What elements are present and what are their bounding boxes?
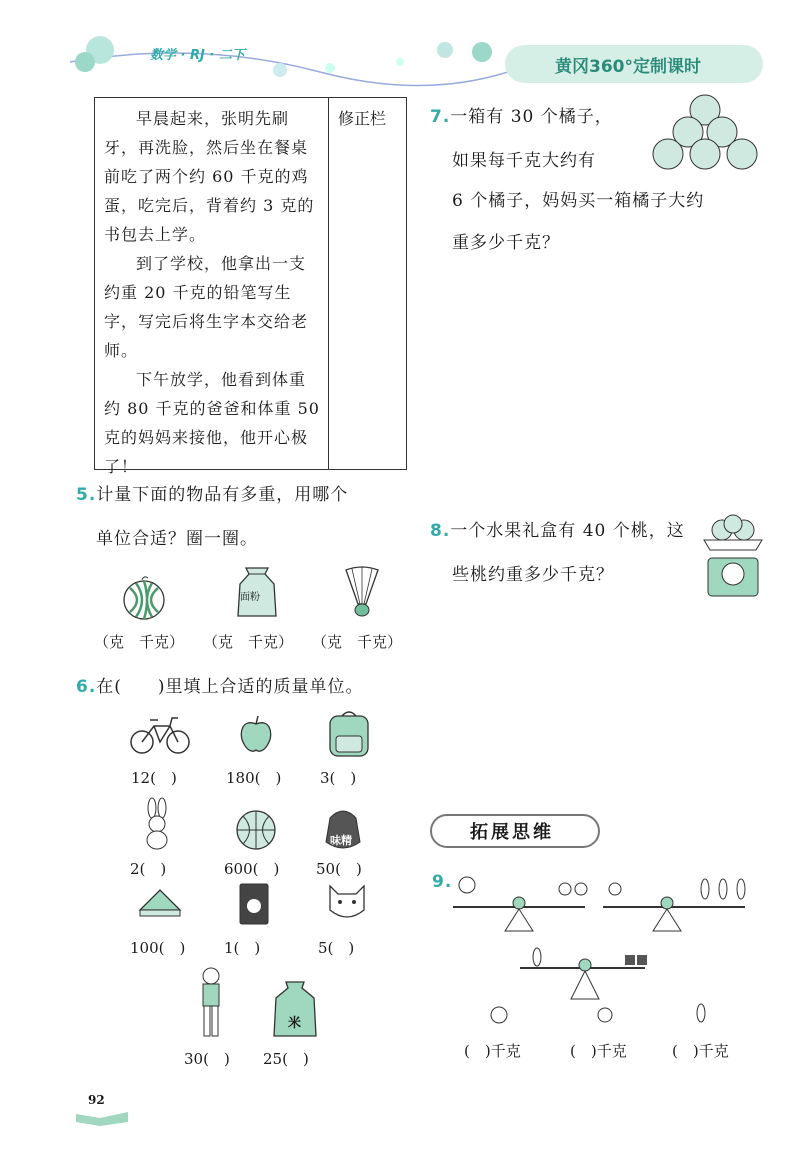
- q6-blank[interactable]: 100( ): [130, 939, 186, 957]
- q6-blank[interactable]: 600( ): [224, 860, 280, 878]
- extension-title: 拓展思维: [470, 822, 554, 843]
- q9-num: 9.: [432, 872, 453, 892]
- q6-blank[interactable]: 30( ): [184, 1050, 230, 1068]
- header-subject: 数学 · RJ · 二下: [150, 48, 245, 63]
- flour-bag-label: 面粉: [240, 592, 260, 603]
- story-text: [104, 104, 322, 481]
- shuttlecock-icon: [342, 564, 382, 618]
- rice-bag-icon: [270, 978, 320, 1042]
- scale-icon: [700, 514, 766, 600]
- story-paragraph: 下午放学，他看到体重约 80 千克的爸爸和体重 50 克的妈妈来接他，他开心极了！: [104, 370, 320, 476]
- q6-blank[interactable]: 50( ): [316, 860, 362, 878]
- q8-line2: 些桃约重多少千克？: [452, 565, 614, 585]
- q5-choice[interactable]: （克 千克）: [94, 633, 185, 651]
- q7-number: 7.: [430, 107, 451, 127]
- q9-answer[interactable]: ( )千克: [672, 1042, 729, 1060]
- fix-column-label: 修正栏: [338, 109, 387, 128]
- q6-blank[interactable]: 12( ): [131, 769, 177, 787]
- q7-line3: 6 个橘子，妈妈买一箱橘子大约: [452, 191, 705, 211]
- q6-blank[interactable]: 3( ): [320, 769, 357, 787]
- story-divider: [328, 97, 329, 470]
- q6-number: 6.: [76, 677, 97, 697]
- q7-text: 一箱有 30 个橘子，: [450, 107, 613, 127]
- q8-line1: [430, 516, 685, 541]
- q5-choice[interactable]: （克 千克）: [203, 633, 294, 651]
- backpack-icon: [324, 708, 374, 758]
- q6-blank[interactable]: 180( ): [226, 769, 282, 787]
- rabbit-icon: [140, 798, 176, 850]
- q6-line: [76, 672, 364, 697]
- q5-number: 5.: [76, 485, 97, 505]
- q8-number: 8.: [430, 521, 451, 541]
- q9-answer[interactable]: ( )千克: [464, 1042, 521, 1060]
- basketball-icon: [234, 808, 278, 852]
- q5-text: 计量下面的物品有多重，用哪个: [96, 485, 349, 505]
- apple-icon: [236, 712, 276, 756]
- boy-icon: [196, 966, 226, 1042]
- header-brand: 黄冈360°定制课时: [555, 57, 701, 77]
- q5-choice[interactable]: （克 千克）: [312, 633, 403, 651]
- q9-answer[interactable]: ( )千克: [570, 1042, 627, 1060]
- oranges-icon: [648, 92, 762, 172]
- snack-bag-icon: [234, 880, 274, 928]
- q6-blank[interactable]: 5( ): [318, 939, 355, 957]
- q7-line1: [430, 102, 613, 127]
- q8-text: 一个水果礼盒有 40 个桃，这: [450, 521, 685, 541]
- q6-blank[interactable]: 1( ): [224, 939, 261, 957]
- q6-blank[interactable]: 2( ): [130, 860, 167, 878]
- watermelon-icon: [122, 578, 166, 622]
- q6-text: 在( )里填上合适的质量单位。: [96, 677, 364, 697]
- q6-blank[interactable]: 25( ): [263, 1050, 309, 1068]
- q7-line4: 重多少千克？: [452, 233, 560, 253]
- footer-book-icon: [72, 1108, 132, 1128]
- q7-line2: 如果每千克大约有: [452, 151, 596, 171]
- sandwich-icon: [136, 884, 184, 924]
- q5-line2: 单位合适？圈一圈。: [96, 529, 258, 549]
- cat-toy-icon: [322, 880, 372, 926]
- bicycle-icon: [130, 712, 190, 756]
- story-paragraph: 到了学校，他拿出一支约重 20 千克的铅笔写生字，写完后将生字本交给老师。: [104, 254, 309, 360]
- q5-line1: [76, 480, 348, 505]
- balance-diagram: [445, 865, 775, 1015]
- story-paragraph: 早晨起来，张明先刷牙，再洗脸，然后坐在餐桌前吃了两个约 60 千克的鸡蛋，吃完后，背着约 3 克的书包去上学。: [104, 109, 315, 244]
- rice-bag-label: 米: [288, 1016, 302, 1031]
- msg-bag-label: 味精: [330, 834, 352, 847]
- page-number: 92: [88, 1093, 105, 1107]
